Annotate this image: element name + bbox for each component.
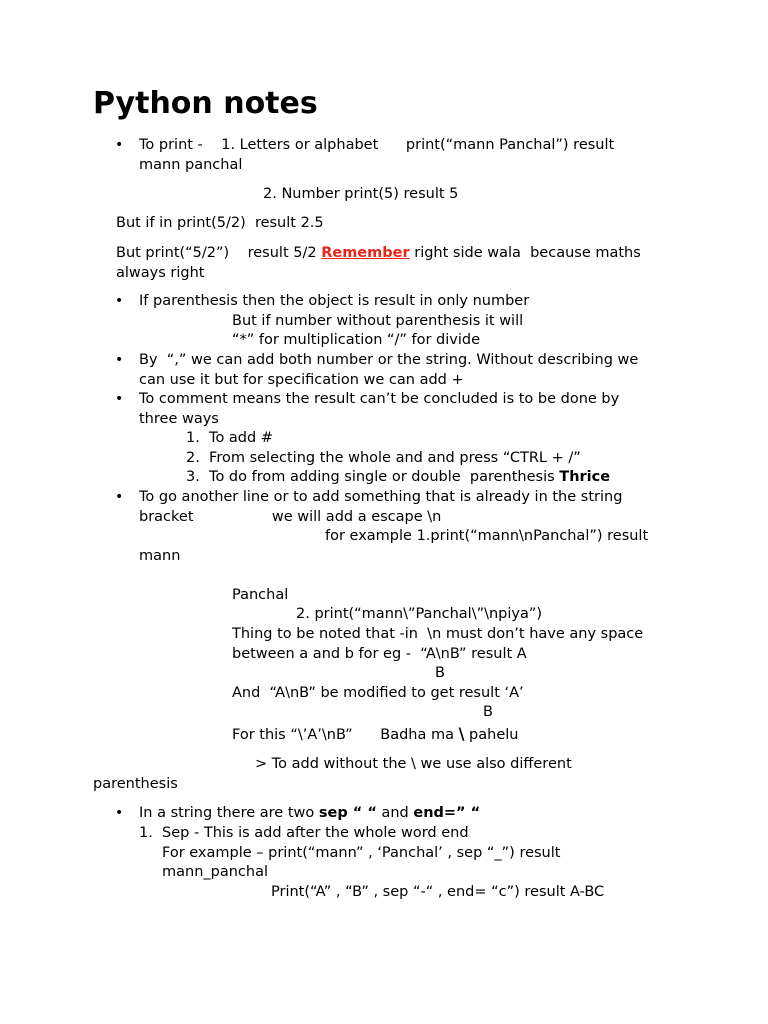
text-line: To print - 1. Letters or alphabet print(“mann Panchal”) result: [139, 137, 615, 153]
text-segment: and: [376, 805, 414, 821]
text-line: [232, 725, 518, 744]
text-line: But if number without parenthesis it will: [232, 313, 524, 329]
list-item: 2. From selecting the whole and and press “CTRL + /”: [186, 450, 581, 466]
text-line: For example – print(“mann” , ‘Panchal’ , sep “_”) result: [162, 845, 561, 861]
remember-highlight: Remember: [321, 245, 410, 261]
text-line: To comment means the result can’t be concluded is to be done by: [139, 391, 620, 407]
text-line: for example 1.print(“mann\nPanchal”) result: [325, 528, 649, 544]
text-line: Panchal: [232, 587, 289, 603]
text-line: Print(“A” , “B” , sep “-“ , end= “c”) result A-BC: [271, 884, 605, 900]
bullet-icon: •: [115, 137, 124, 153]
bullet-icon: •: [115, 352, 124, 368]
page-title: Python notes: [93, 86, 318, 121]
text-line: And “A\nB” be modified to get result ‘A’: [232, 685, 524, 701]
bullet-icon: •: [115, 805, 124, 821]
text-line: mann panchal: [139, 157, 243, 173]
thrice-bold: Thrice: [559, 469, 611, 485]
bullet-icon: •: [115, 391, 124, 407]
text-segment: But print(“5/2”) result 5/2: [116, 245, 322, 261]
text-line: 2. Number print(5) result 5: [263, 186, 459, 202]
text-segment: pahelu: [464, 727, 519, 743]
text-line: mann: [139, 548, 181, 564]
list-item: [186, 468, 610, 486]
text-line: [116, 244, 641, 262]
text-line: Thing to be noted that -in \n must don’t have any space: [232, 626, 644, 642]
end-bold: end=” “: [413, 805, 481, 821]
list-item: 1. Sep - This is add after the whole word end: [139, 825, 469, 841]
text-line: “*” for multiplication “/” for divide: [232, 332, 481, 348]
text-line: But if in print(5/2) result 2.5: [116, 215, 324, 231]
text-line: between a and b for eg - “A\nB” result A: [232, 646, 527, 662]
text-line: always right: [116, 265, 205, 281]
list-item: 1. To add #: [186, 430, 273, 446]
text-line: 2. print(“mann\”Panchal\”\npiya”): [296, 606, 543, 622]
text-line: [139, 804, 480, 822]
text-line: parenthesis: [93, 776, 178, 792]
backslash-bold: \: [458, 724, 465, 743]
text-line: bracket we will add a escape \n: [139, 509, 442, 525]
bullet-icon: •: [115, 489, 124, 505]
text-line: To go another line or to add something that is already in the string: [139, 489, 623, 505]
text-segment: right side wala because maths: [409, 245, 641, 261]
bullet-icon: •: [115, 293, 124, 309]
sep-bold: sep “ “: [318, 805, 377, 821]
text-line: B: [435, 665, 445, 681]
text-segment: For this “\’A’\nB” Badha ma: [232, 727, 459, 743]
text-line: can use it but for specification we can add +: [139, 372, 464, 388]
text-line: By “,” we can add both number or the string. Without describing we: [139, 352, 639, 368]
text-line: > To add without the \ we use also different: [255, 756, 572, 772]
text-segment: 3. To do from adding single or double parenthesis: [186, 469, 560, 485]
text-line: three ways: [139, 411, 219, 427]
text-line: B: [483, 704, 493, 720]
text-segment: In a string there are two: [139, 805, 319, 821]
text-line: If parenthesis then the object is result in only number: [139, 293, 530, 309]
text-line: mann_panchal: [162, 864, 268, 880]
